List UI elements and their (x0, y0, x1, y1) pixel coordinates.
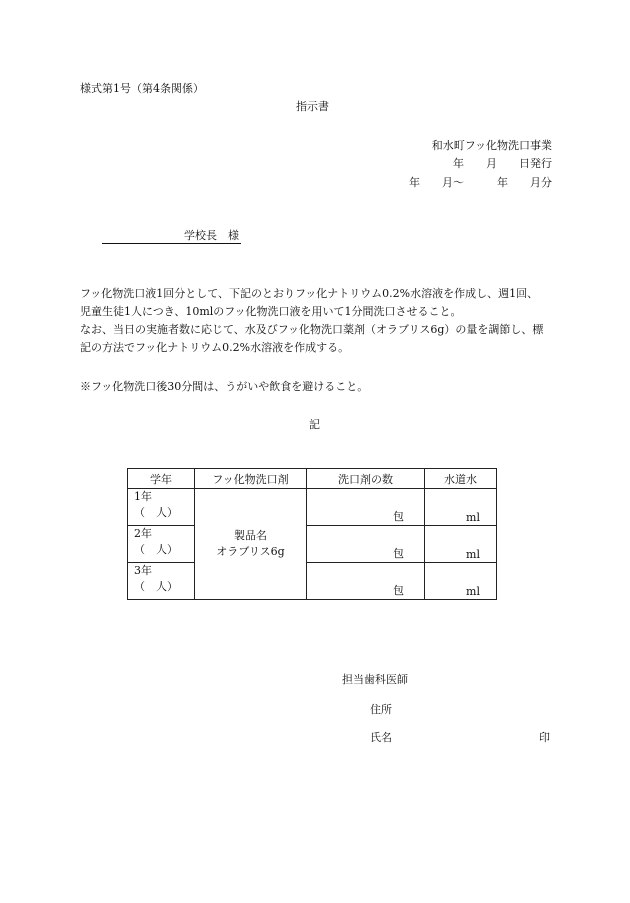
water-cell (425, 526, 497, 563)
grade-label: 1年 (134, 490, 152, 503)
header-count: 洗口剤の数 (307, 469, 425, 489)
product-cell (195, 489, 307, 600)
water-unit: ml (466, 548, 480, 561)
grade-cell (128, 563, 195, 600)
address-label: 住所 (370, 703, 392, 716)
table-row (128, 489, 497, 526)
body-line-2: 児童生徒1人につき、10mlのフッ化物洗口液を用いて1分間洗口させること。 (80, 305, 462, 318)
header-grade: 学年 (128, 469, 195, 489)
people-label: （ 人） (134, 580, 178, 593)
form-label: 様式第1号（第4条関係） (80, 82, 204, 95)
count-cell (307, 526, 425, 563)
product-name: オラブリス6g (216, 545, 285, 558)
issuer: 和水町フッ化物洗口事業 (431, 139, 552, 152)
note: ※フッ化物洗口後30分間は、うがいや飲食を避けること。 (80, 380, 369, 393)
seal-label: 印 (539, 731, 550, 744)
water-cell (425, 563, 497, 600)
count-unit: 包 (393, 547, 404, 560)
count-cell (307, 489, 425, 526)
body-line-4: 記の方法でフッ化ナトリウム0.2%水溶液を作成する。 (80, 341, 350, 354)
table-row (128, 563, 497, 600)
table-header-row (128, 469, 497, 489)
period: 年 月～ 年 月分 (409, 176, 552, 189)
header-agent: フッ化物洗口剤 (195, 469, 307, 489)
addressee: 学校長 様 (102, 229, 241, 244)
grade-cell (128, 489, 195, 526)
ki-heading: 記 (309, 418, 320, 431)
water-unit: ml (466, 585, 480, 598)
header-water: 水道水 (425, 469, 497, 489)
count-cell (307, 563, 425, 600)
table-row (128, 526, 497, 563)
people-label: （ 人） (134, 543, 178, 556)
count-unit: 包 (393, 584, 404, 597)
page-title: 指示書 (296, 100, 329, 113)
mixing-table (127, 468, 497, 600)
grade-label: 2年 (134, 527, 152, 540)
grade-label: 3年 (134, 564, 152, 577)
instruction-body (80, 285, 555, 357)
signature-role: 担当歯科医師 (342, 673, 408, 686)
count-unit: 包 (393, 510, 404, 523)
body-line-1: フッ化物洗口液1回分として、下記のとおりフッ化ナトリウム0.2%水溶液を作成し、週1回、 (80, 287, 539, 300)
product-label: 製品名 (234, 529, 267, 542)
issue-date: 年 月 日発行 (453, 157, 552, 170)
body-line-3: なお、当日の実施者数に応じて、水及びフッ化物洗口薬剤（オラブリス6g）の量を調節し、標 (80, 323, 544, 336)
addressee-line (102, 229, 241, 244)
people-label: （ 人） (134, 506, 178, 519)
water-cell (425, 489, 497, 526)
name-label: 氏名 (370, 731, 392, 744)
grade-cell (128, 526, 195, 563)
water-unit: ml (466, 511, 480, 524)
